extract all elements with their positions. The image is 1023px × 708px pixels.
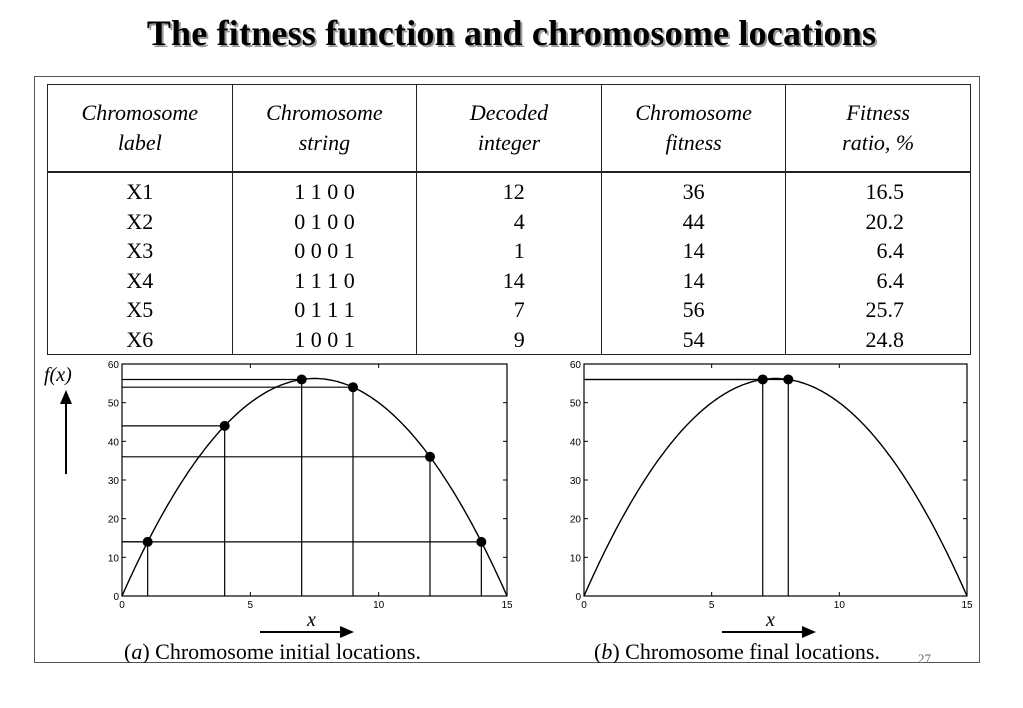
chromosome-point [348, 382, 358, 392]
fitness-curve [584, 379, 967, 597]
table-cell: 36 [682, 179, 705, 204]
y-tick-label: 30 [569, 476, 581, 487]
caption-a-text: Chromosome initial locations. [155, 639, 421, 663]
x-tick-label: 5 [708, 600, 715, 611]
y-tick-label: 50 [569, 398, 581, 410]
column-labels [48, 172, 233, 355]
header-line: Chromosome [266, 100, 383, 125]
x-arrow-b-head-icon [802, 626, 816, 638]
caption-a-letter: a [131, 639, 143, 663]
table-cell: 1 0 0 1 [294, 326, 355, 352]
table-cell: 1 1 0 0 [294, 179, 355, 204]
header-line: Fitness [846, 100, 910, 125]
chromosome-table [47, 84, 971, 355]
chromosome-point [783, 374, 793, 384]
chart-initial-locations [108, 360, 513, 611]
plots-area [34, 352, 980, 663]
caption-a: (a) Chromosome initial locations. [124, 639, 421, 663]
x-axis-label-b: x [766, 609, 775, 631]
table-cell: 56 [682, 297, 705, 322]
y-tick-label: 60 [569, 360, 581, 371]
chromosome-point [297, 374, 307, 384]
chromosome-point [476, 537, 486, 547]
table-cell: 14 [502, 267, 525, 293]
chromosome-point [220, 421, 230, 431]
table-cell: 20.2 [865, 208, 904, 234]
x-tick-label: 5 [247, 600, 254, 611]
table-cell: 6.4 [876, 238, 904, 263]
header-line: Decoded [469, 100, 549, 125]
table-cell: 14 [682, 267, 705, 293]
x-axis-label-a: x [307, 609, 316, 631]
chromosome-point [425, 452, 435, 462]
y-tick-label: 20 [107, 514, 119, 526]
header-line: Chromosome [81, 100, 199, 125]
column-strings [232, 172, 417, 355]
header-line: Chromosome [635, 100, 752, 125]
x-tick-label: 0 [119, 600, 125, 611]
header-line: label [117, 130, 162, 155]
header-line: fitness [665, 130, 722, 155]
page-title: The fitness function and chromosome locations [146, 13, 877, 53]
fx-label: f(x) [44, 364, 72, 386]
caption-b-letter: b [601, 639, 613, 663]
table-body [48, 172, 971, 355]
table-cell: 44 [682, 208, 705, 234]
table-cell: 25.7 [865, 297, 904, 322]
plot-border [584, 364, 967, 596]
plot-border [122, 364, 507, 596]
caption-b: (b) Chromosome final locations. [594, 639, 880, 663]
y-tick-label: 40 [569, 437, 581, 449]
table-cell: 24.8 [865, 326, 904, 352]
table-cell: 6.4 [876, 267, 904, 293]
x-tick-label: 0 [581, 600, 587, 611]
header-chromosome-label [48, 85, 233, 173]
x-tick-label: 15 [501, 600, 513, 611]
x-tick-label: 10 [373, 600, 385, 611]
x-tick-label: 15 [961, 600, 973, 611]
table-cell: 4 [513, 208, 525, 234]
header-fitness-ratio [786, 85, 971, 173]
table-cell: 54 [682, 326, 705, 352]
table-cell: 1 [513, 238, 525, 263]
y-tick-label: 0 [113, 592, 119, 603]
fitness-curve [122, 379, 507, 597]
table-cell: 12 [502, 179, 525, 204]
header-line: integer [477, 130, 541, 155]
y-tick-label: 50 [107, 398, 119, 410]
caption-b-text: Chromosome final locations. [625, 639, 880, 663]
header-line: ratio, % [842, 130, 915, 155]
x-arrow-a-head-icon [340, 626, 354, 638]
table-cell: X5 [126, 297, 154, 322]
table-cell: X3 [126, 238, 154, 263]
x-tick-label: 10 [833, 600, 845, 611]
table-cell: X1 [126, 179, 154, 204]
chart-final-locations [570, 360, 973, 611]
table-cell: 0 0 0 1 [294, 238, 355, 263]
column-ratios [786, 172, 971, 355]
header-line: string [298, 130, 351, 155]
page-number: 27 [918, 651, 931, 663]
column-fitness [601, 172, 786, 355]
table-cell: 0 1 1 1 [294, 297, 355, 322]
y-tick-label: 10 [107, 553, 119, 565]
table-cell: 9 [513, 326, 525, 352]
header-chromosome-fitness [601, 85, 786, 173]
header-decoded-integer [417, 85, 602, 173]
fx-arrow-head-icon [60, 390, 72, 404]
table-cell: 1 1 1 0 [294, 267, 355, 293]
table-cell: 16.5 [865, 179, 904, 204]
y-tick-label: 30 [107, 476, 119, 487]
column-integers [417, 172, 602, 355]
table-cell: 14 [682, 238, 705, 263]
table-cell: X6 [126, 326, 154, 352]
table-cell: 0 1 0 0 [294, 208, 355, 234]
table-header-row [48, 85, 971, 173]
y-tick-label: 60 [107, 360, 119, 371]
table-cell: 7 [513, 297, 525, 322]
header-chromosome-string [232, 85, 417, 173]
y-tick-label: 10 [569, 553, 581, 565]
y-tick-label: 20 [569, 514, 581, 526]
y-tick-label: 40 [107, 437, 119, 449]
table-cell: X4 [126, 267, 154, 293]
table-cell: X2 [126, 208, 154, 234]
y-tick-label: 0 [575, 592, 581, 603]
